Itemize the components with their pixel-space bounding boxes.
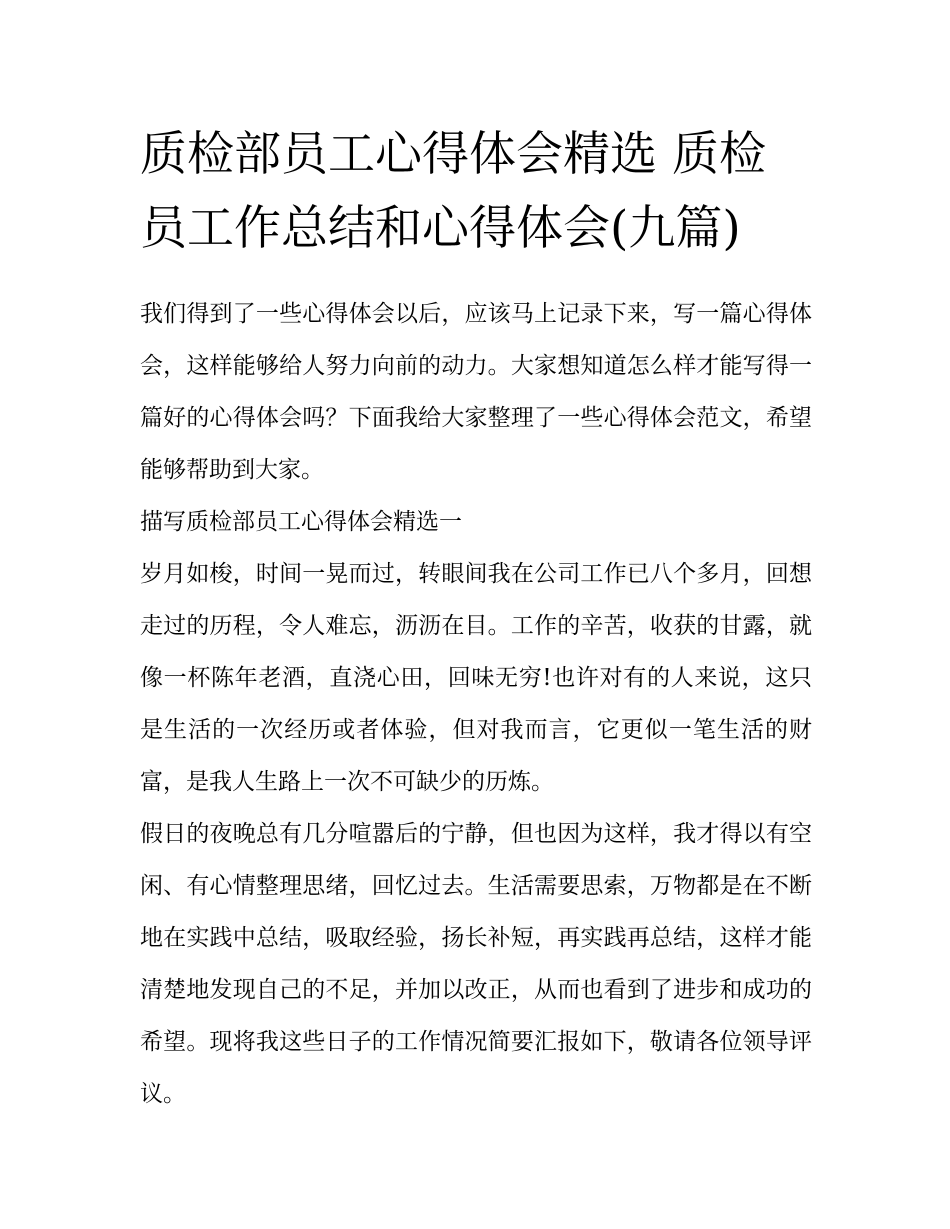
body-paragraph-2: 假日的夜晚总有几分喧嚣后的宁静，但也因为这样，我才得以有空闲、有心情整理思绪，回忆过去。生活需要思索，万物都是在不断地在实践中总结，吸取经验，扬长补短，再实践再总结，这样才能清楚地发现自己的不足，并加以改正，从而也看到了进步和成功的希望。现将我这些日子的工作情况简要汇报如下，敬请各位领导评议。	[140, 821, 812, 1107]
document-title: 质检部员工心得体会精选 质检员工作总结和心得体会(九篇)	[140, 127, 766, 256]
document-content	[140, 118, 812, 1120]
body-paragraph-1: 岁月如梭，时间一晃而过，转眼间我在公司工作已八个多月，回想走过的历程，令人难忘，沥沥在目。工作的辛苦，收获的甘露，就像一杯陈年老酒，直浇心田，回味无穷!也许对有的人来说，这只是生活的一次经历或者体验，但对我而言，它更似一笔生活的财富，是我人生路上一次不可缺少的历炼。	[140, 561, 812, 795]
section-heading: 描写质检部员工心得体会精选一	[140, 509, 462, 535]
intro-paragraph: 我们得到了一些心得体会以后，应该马上记录下来，写一篇心得体会，这样能够给人努力向前的动力。大家想知道怎么样才能写得一篇好的心得体会吗？下面我给大家整理了一些心得体会范文，希望能够帮助到大家。	[140, 301, 812, 483]
